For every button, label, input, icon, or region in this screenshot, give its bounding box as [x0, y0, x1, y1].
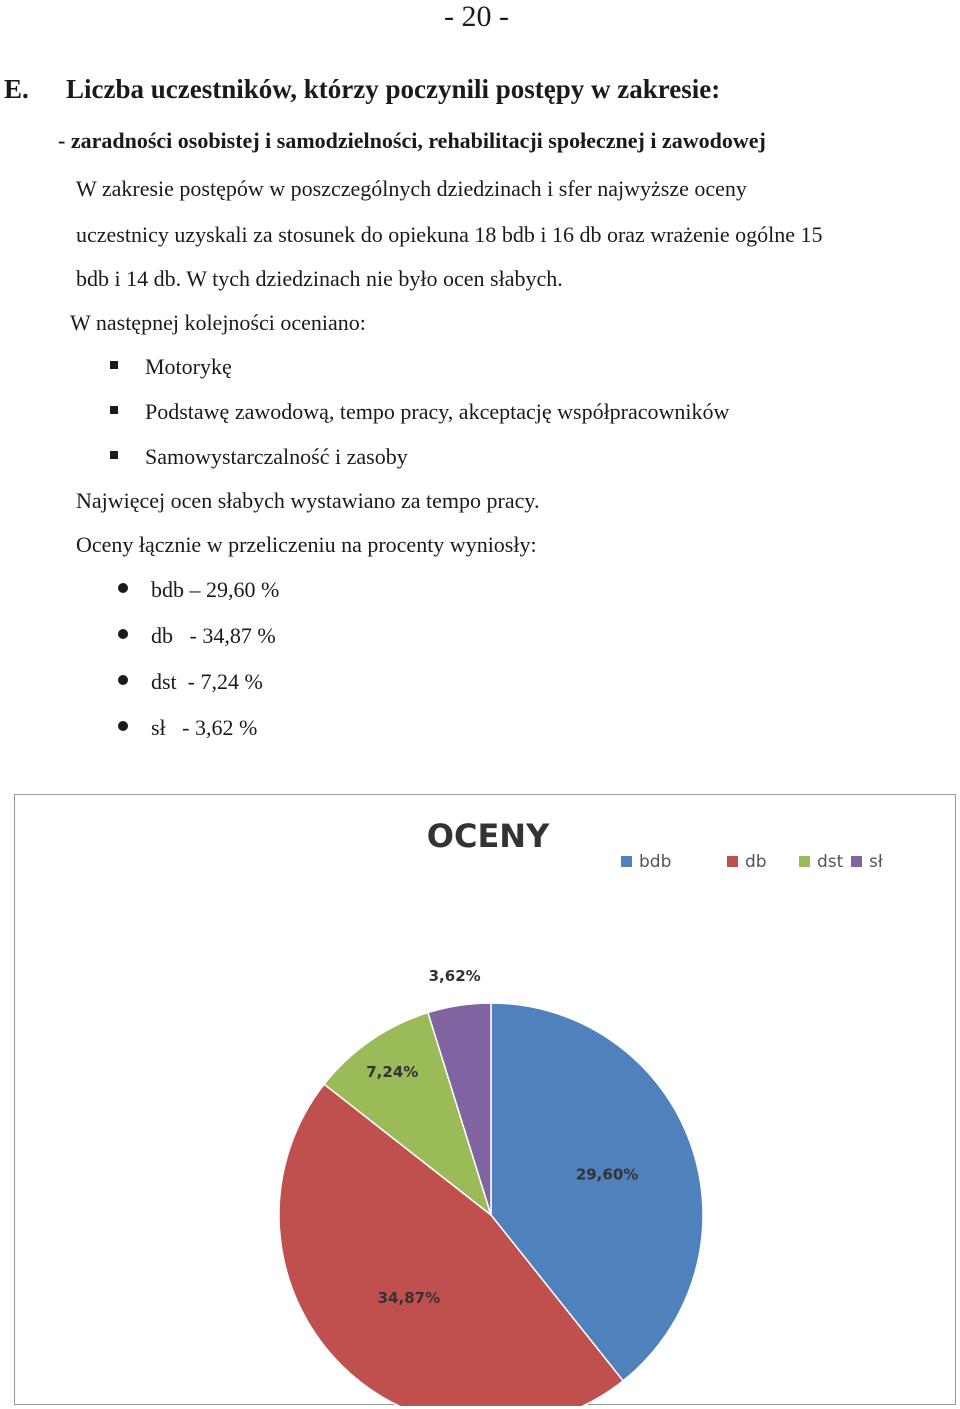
legend-label: sł — [869, 852, 883, 872]
page-number: - 20 - — [444, 0, 509, 33]
paragraph-line: bdb i 14 db. W tych dziedzinach nie było ocen słabych. — [76, 266, 563, 291]
square-list-item — [110, 399, 729, 425]
legend-label: dst — [817, 852, 844, 872]
legend-label: db — [745, 852, 767, 872]
section-title: Liczba uczestników, którzy poczynili postępy w zakresie: — [66, 74, 721, 104]
list-item-text: bdb – 29,60 % — [151, 577, 280, 602]
round-bullet-icon — [118, 675, 128, 685]
section-subtitle: - zaradności osobistej i samodzielności, rehabilitacji społecznej i zawodowej — [58, 128, 766, 153]
pie-data-label: 3,62% — [428, 967, 481, 986]
pie-data-label: 29,60% — [575, 1165, 639, 1184]
legend-swatch — [799, 856, 810, 867]
paragraph-line: W zakresie postępów w poszczególnych dziedzinach i sfer najwyższe oceny — [76, 176, 747, 201]
square-bullet-icon — [110, 361, 118, 369]
list-item-text: Samowystarczalność i zasoby — [145, 444, 408, 469]
pie-data-label: 7,24% — [366, 1062, 419, 1081]
pie-chart — [15, 795, 957, 1406]
paragraph-line: Najwięcej ocen słabych wystawiano za tempo pracy. — [76, 488, 540, 513]
list-item-text: dst - 7,24 % — [151, 669, 263, 694]
list-item-text: Podstawę zawodową, tempo pracy, akceptację współpracowników — [145, 399, 730, 424]
list-item-text: sł - 3,62 % — [151, 715, 258, 740]
pie-slices — [279, 1003, 703, 1406]
legend-swatch — [621, 856, 632, 867]
bullet-list-item — [118, 623, 276, 649]
pie-chart-container — [14, 794, 956, 1405]
round-bullet-icon — [118, 629, 128, 639]
chart-title: OCENY — [426, 817, 550, 855]
bullet-list-item — [118, 577, 279, 603]
bullet-list-item — [118, 715, 257, 741]
legend-label: bdb — [639, 852, 672, 872]
square-bullet-icon — [110, 406, 118, 414]
paragraph-line: uczestnicy uzyskali za stosunek do opiekuna 18 bdb i 16 db oraz wrażenie ogólne 15 — [76, 222, 823, 247]
list-item-text: db - 34,87 % — [151, 623, 276, 648]
round-bullet-icon — [118, 583, 128, 593]
bullet-list-item — [118, 669, 263, 695]
pie-data-label: 34,87% — [377, 1288, 441, 1307]
list-item-text: Motorykę — [145, 354, 232, 379]
chart-legend — [621, 852, 883, 872]
legend-swatch — [727, 856, 738, 867]
round-bullet-icon — [118, 721, 128, 731]
paragraph-line: Oceny łącznie w przeliczeniu na procenty wyniosły: — [76, 532, 537, 557]
square-list-item — [110, 354, 232, 380]
square-list-item — [110, 444, 408, 470]
square-bullet-icon — [110, 451, 118, 459]
legend-swatch — [851, 856, 862, 867]
paragraph-line: W następnej kolejności oceniano: — [70, 310, 366, 335]
section-letter: E. — [4, 74, 29, 104]
section-heading — [4, 74, 720, 105]
